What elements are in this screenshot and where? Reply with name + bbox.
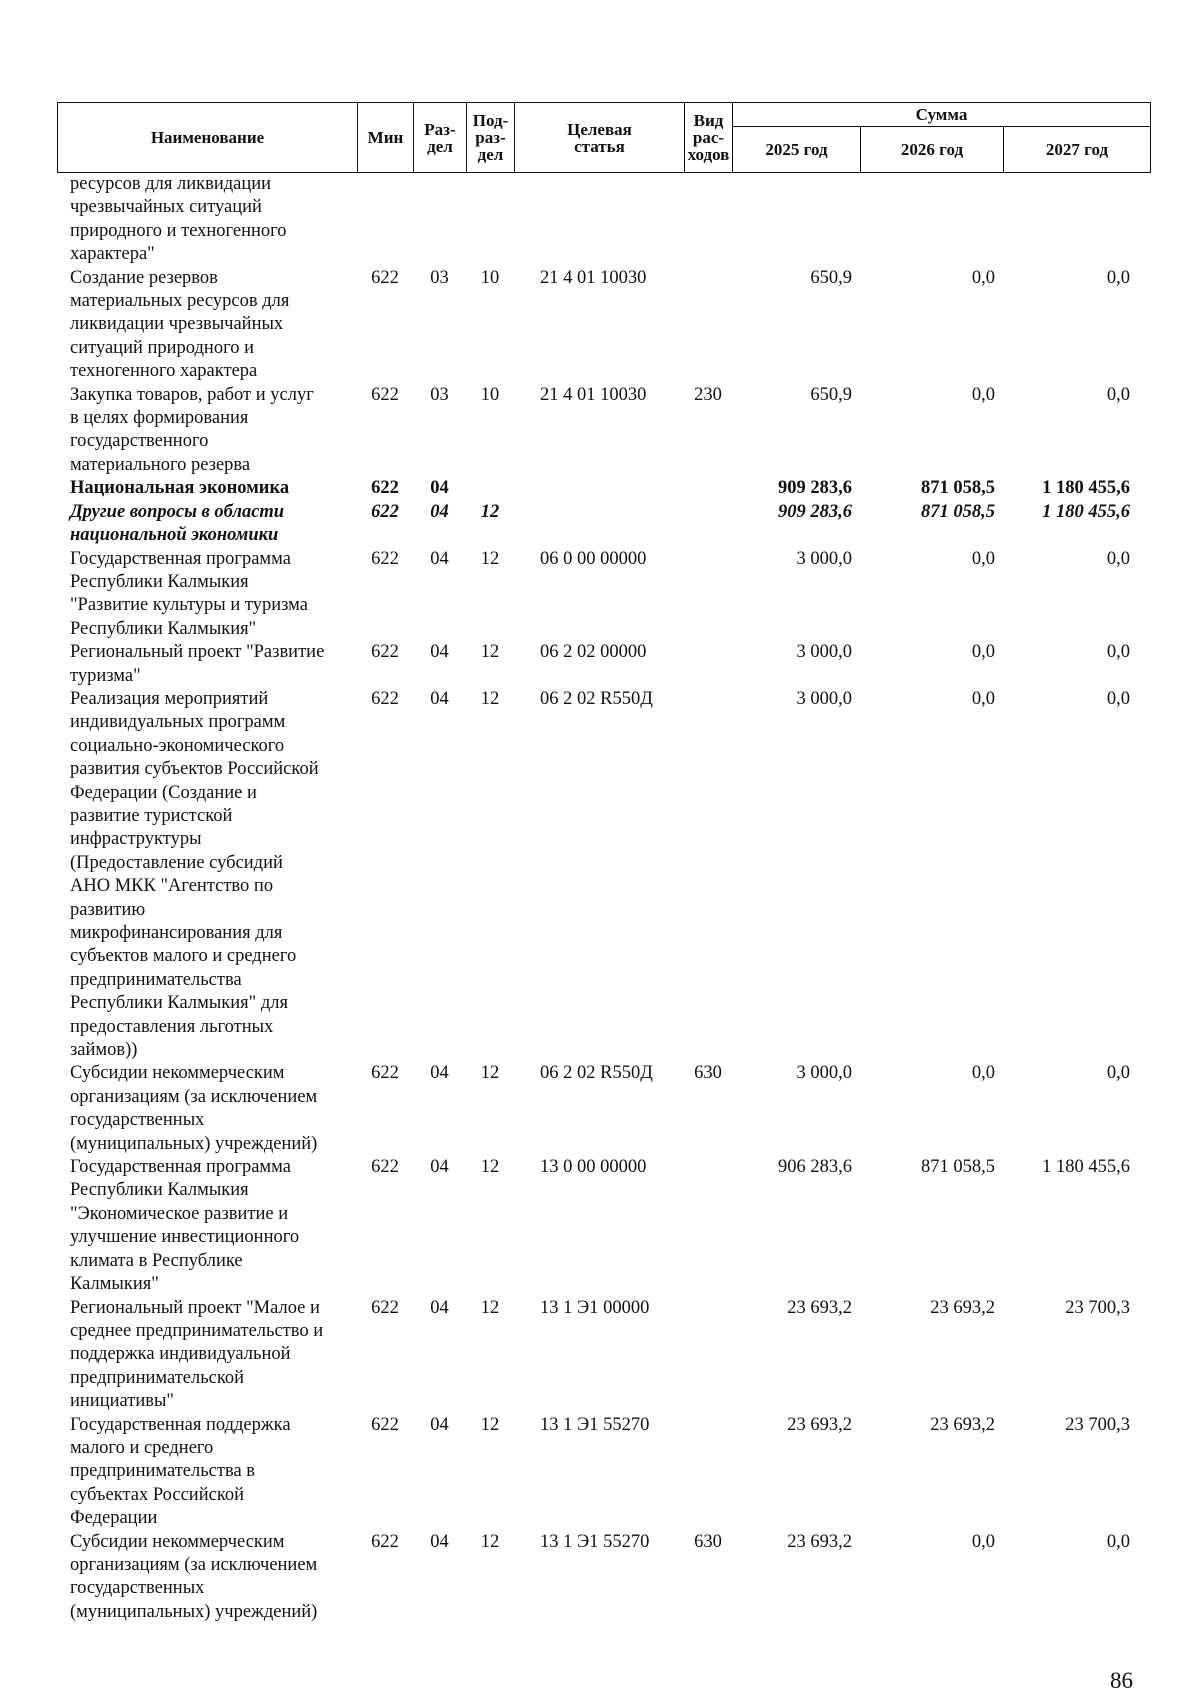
table-row: [57, 501, 1150, 548]
row-name: Другие вопросы в области национальной экономики: [70, 501, 285, 546]
row-vid-rashodov: [684, 173, 732, 267]
row-razdel: 04: [430, 1157, 449, 1178]
row-sum-2027: 0,0: [1106, 688, 1130, 709]
row-sum-2025: 3 000,0: [796, 1063, 852, 1084]
row-min: 622: [371, 501, 399, 522]
row-sum-2026: 871 058,5: [921, 478, 995, 499]
row-name: Государственная программа Республики Калмыкия "Экономическое развитие и улучшение инвестиционного климата в Республике Калмыкия": [70, 1157, 300, 1295]
row-vid-rashodov: [684, 477, 732, 500]
row-celevaya-statya: 06 2 02 00000: [540, 642, 647, 663]
row-sum-2025: 23 693,2: [787, 1531, 852, 1552]
table-row: [57, 384, 1150, 478]
row-sum-2027: 0,0: [1106, 1531, 1130, 1552]
row-min: 622: [371, 1297, 399, 1318]
row-vid-rashodov: 230: [694, 384, 722, 405]
row-sum-2026: 0,0: [971, 384, 995, 405]
row-min: 622: [371, 548, 399, 569]
row-sum-2025: 650,9: [810, 267, 852, 288]
header-min: Мин: [358, 103, 414, 173]
row-razdel: 04: [430, 548, 449, 569]
row-vid-rashodov: [684, 267, 732, 384]
row-sum-2025: 909 283,6: [778, 478, 852, 499]
row-sum-2027: 0,0: [1106, 267, 1130, 288]
row-name: ресурсов для ликвидации чрезвычайных ситуаций природного и техногенного характера": [70, 174, 287, 265]
row-sum-2027: 0,0: [1106, 548, 1130, 569]
row-razdel: [413, 173, 466, 267]
row-sum-2025: 909 283,6: [778, 501, 852, 522]
table-header: [57, 102, 1151, 173]
row-sum-2025: 650,9: [810, 384, 852, 405]
row-sum-2027: [1003, 173, 1130, 267]
row-min: 622: [371, 384, 399, 405]
row-razdel: 04: [430, 688, 449, 709]
row-sum-2027: 1 180 455,6: [1042, 1157, 1130, 1178]
row-min: 622: [371, 1157, 399, 1178]
page-number: 86: [1110, 1668, 1133, 1693]
row-razdel: 04: [430, 1063, 449, 1084]
row-sum-2026: 0,0: [971, 642, 995, 663]
row-sum-2026: 0,0: [971, 1531, 995, 1552]
row-celevaya-statya: 21 4 01 10030: [540, 267, 647, 288]
row-sum-2025: [732, 173, 860, 267]
row-vid-rashodov: [684, 501, 732, 548]
row-podrazdel: 12: [480, 548, 500, 569]
table-row: [57, 1531, 1150, 1625]
row-min: 622: [371, 642, 399, 663]
table-row: [57, 1062, 1150, 1156]
row-sum-2027: 0,0: [1106, 642, 1130, 663]
row-podrazdel: [466, 477, 514, 500]
row-name: Национальная экономика: [70, 478, 290, 499]
row-name: Государственная программа Республики Калмыкия "Развитие культуры и туризма Республики Калмыкия": [70, 548, 308, 639]
row-celevaya-statya: 21 4 01 10030: [540, 384, 647, 405]
row-sum-2026: 23 693,2: [930, 1414, 995, 1435]
row-min: 622: [371, 1414, 399, 1435]
row-sum-2025: 906 283,6: [778, 1157, 852, 1178]
row-celevaya-statya: 06 2 02 R550Д: [540, 688, 653, 709]
row-vid-rashodov: [684, 1156, 732, 1296]
header-summa: Сумма: [733, 103, 1151, 127]
row-name: Закупка товаров, работ и услуг в целях формирования государственного материального резерва: [70, 384, 314, 475]
row-razdel: 04: [430, 1531, 449, 1552]
row-sum-2027: 0,0: [1106, 384, 1130, 405]
header-vid-rashodov: Вид рас- ходов: [685, 103, 733, 173]
row-vid-rashodov: [684, 1297, 732, 1414]
row-podrazdel: 12: [480, 1157, 500, 1178]
row-razdel: 04: [430, 642, 449, 663]
row-sum-2027: 23 700,3: [1065, 1414, 1130, 1435]
header-podrazdel: Под- раз- дел: [467, 103, 515, 173]
row-razdel: 03: [430, 384, 449, 405]
row-sum-2026: 0,0: [971, 688, 995, 709]
row-sum-2026: 23 693,2: [930, 1297, 995, 1318]
table-row: [57, 548, 1150, 642]
row-sum-2025: 23 693,2: [787, 1297, 852, 1318]
row-sum-2026: 0,0: [971, 548, 995, 569]
budget-table: [57, 102, 1150, 1624]
header-name: Наименование: [58, 103, 358, 173]
row-razdel: 04: [430, 1414, 449, 1435]
row-min: 622: [371, 478, 399, 499]
header-2027: 2027 год: [1004, 127, 1151, 173]
row-celevaya-statya: 13 1 Э1 55270: [540, 1531, 650, 1552]
row-podrazdel: 12: [480, 1414, 500, 1435]
row-name: Создание резервов материальных ресурсов для ликвидации чрезвычайных ситуаций природного и техногенного характера: [70, 267, 290, 382]
row-podrazdel: 10: [480, 267, 500, 288]
row-name: Реализация мероприятий индивидуальных программ социально-экономического развития субъектов Российской Федерации (Создание и развитие туристской инфраструктуры (Предоставление субсидий АНО МКК "Агентство по развитию микрофинансирования для субъектов малого и среднего предпринимательства Республики Калмыкия" для предоставления льготных займов)): [70, 688, 319, 1061]
row-podrazdel: 12: [480, 688, 500, 709]
row-podrazdel: 10: [480, 384, 500, 405]
row-razdel: 03: [430, 267, 449, 288]
table-row: [57, 688, 1150, 1063]
row-celevaya-statya: 06 0 00 00000: [540, 548, 647, 569]
row-celevaya-statya: 13 1 Э1 00000: [540, 1297, 650, 1318]
header-razdel: Раз- дел: [414, 103, 467, 173]
row-podrazdel: 12: [480, 642, 500, 663]
row-sum-2025: 3 000,0: [796, 688, 852, 709]
table-row: [57, 173, 1150, 267]
table-row: [57, 1297, 1150, 1414]
header-2025: 2025 год: [733, 127, 861, 173]
row-vid-rashodov: [684, 641, 732, 688]
row-sum-2025: 3 000,0: [796, 548, 852, 569]
row-sum-2026: 871 058,5: [921, 501, 995, 522]
row-min: [357, 173, 413, 267]
row-sum-2027: 0,0: [1106, 1063, 1130, 1084]
table-body: [57, 173, 1150, 1624]
row-vid-rashodov: [684, 688, 732, 1063]
row-min: 622: [371, 1063, 399, 1084]
header-2026: 2026 год: [861, 127, 1004, 173]
row-celevaya-statya: [514, 501, 684, 548]
row-name: Субсидии некоммерческим организациям (за исключением государственных (муниципальных) учреждений): [70, 1063, 318, 1154]
row-vid-rashodov: [684, 1414, 732, 1531]
row-name: Региональный проект "Развитие туризма": [70, 642, 325, 686]
row-sum-2026: [860, 173, 1003, 267]
row-podrazdel: [466, 173, 514, 267]
row-sum-2025: 3 000,0: [796, 642, 852, 663]
row-podrazdel: 12: [480, 1063, 500, 1084]
row-name: Региональный проект "Малое и среднее предпринимательство и поддержка индивидуальной предпринимательской инициативы": [70, 1297, 324, 1412]
row-sum-2026: 0,0: [971, 1063, 995, 1084]
row-podrazdel: 12: [480, 1531, 500, 1552]
row-celevaya-statya: 13 0 00 00000: [540, 1157, 647, 1178]
row-sum-2026: 0,0: [971, 267, 995, 288]
row-celevaya-statya: 13 1 Э1 55270: [540, 1414, 650, 1435]
row-sum-2027: 23 700,3: [1065, 1297, 1130, 1318]
row-celevaya-statya: [514, 173, 684, 267]
row-razdel: 04: [430, 478, 449, 499]
row-podrazdel: 12: [480, 501, 500, 522]
table-row: [57, 477, 1150, 500]
row-sum-2027: 1 180 455,6: [1042, 478, 1130, 499]
row-podrazdel: 12: [480, 1297, 500, 1318]
row-celevaya-statya: [514, 477, 684, 500]
row-sum-2026: 871 058,5: [921, 1157, 995, 1178]
row-sum-2027: 1 180 455,6: [1042, 501, 1130, 522]
table-row: [57, 1414, 1150, 1531]
row-min: 622: [371, 1531, 399, 1552]
row-vid-rashodov: 630: [694, 1531, 722, 1552]
row-name: Субсидии некоммерческим организациям (за исключением государственных (муниципальных) учреждений): [70, 1531, 318, 1622]
row-vid-rashodov: [684, 548, 732, 642]
row-min: 622: [371, 688, 399, 709]
row-vid-rashodov: 630: [694, 1063, 722, 1084]
row-celevaya-statya: 06 2 02 R550Д: [540, 1063, 653, 1084]
row-razdel: 04: [430, 501, 449, 522]
row-name: Государственная поддержка малого и среднего предпринимательства в субъектах Российской Федерации: [70, 1414, 291, 1529]
header-celevaya-statya: Целевая статья: [515, 103, 685, 173]
table-row: [57, 641, 1150, 688]
row-min: 622: [371, 267, 399, 288]
table-row: [57, 267, 1150, 384]
row-razdel: 04: [430, 1297, 449, 1318]
table-row: [57, 1156, 1150, 1296]
row-sum-2025: 23 693,2: [787, 1414, 852, 1435]
